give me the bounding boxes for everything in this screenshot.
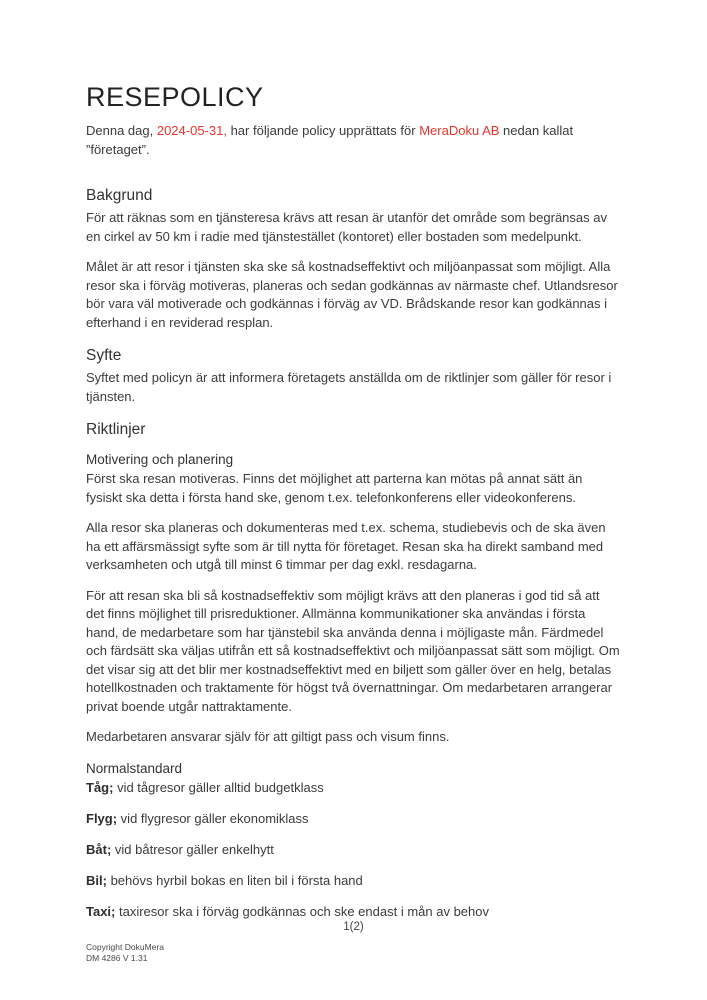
standard-term-flyg: Flyg; [86,810,118,826]
riktlinjer-paragraph-3: För att resan ska bli så kostnadseffektiv som möjligt krävs att den planeras i god tid så att det finns möjlighet till prisreduktioner. Allmänna kommunikationer ska användas i första hand, de medarbetare som har tjänstebil ska använda denna i möjligaste mån. Färdmedel och färdsätt ska väljas utifrån ett så kostnadseffektivt och miljöanpassat sätt som möjligt. Om det visar sig att det blir mer kostnadseffektivt med en biljett som gäller över en helg, betalas hotellkostnaden och traktamente för högst två övernattningar. Om medarbetaren arrangerar privat boende utgår nattraktamente. [86,587,620,714]
standard-desc-bil: behövs hyrbil bokas en liten bil i första hand [106,872,363,888]
standard-term-taxi: Taxi; [86,903,116,919]
page-title: RESEPOLICY [86,82,264,112]
standard-desc-taxi: taxiresor ska i förväg godkännas och ske endast i mån av behov [115,903,489,919]
riktlinjer-paragraph-2: Alla resor ska planeras och dokumenteras med t.ex. schema, studiebevis och de ska även ha ett affärsmässigt syfte som är till nytta för företaget. Resan ska ha direkt samband med verksamheten och utgå till minst 6 timmar per dag exkl. resdagarna. [86,520,606,572]
standard-term-bat: Båt; [86,841,112,857]
copyright-line: Copyright DokuMera [86,942,164,952]
copyright-block [0,942,707,964]
standard-desc-flyg: vid flygresor gäller ekonomiklass [117,810,309,826]
page-footer [0,921,707,964]
page-number: 1(2) [343,921,364,933]
intro-mid: har följande policy upprättats för [226,123,420,138]
standard-term-bil: Bil; [86,872,107,888]
intro-date: 2024-05-31, [156,123,227,138]
riktlinjer-paragraph-4: Medarbetaren ansvarar själv för att giltigt pass och visum finns. [86,729,450,744]
standard-item-tag [86,779,621,798]
section-heading-riktlinjer: Riktlinjer [86,421,146,438]
intro-company: MeraDoku AB [419,123,500,138]
standard-item-taxi [86,903,621,922]
intro-suffix: nedan kallat ”företaget”. [86,123,574,157]
section-heading-bakgrund: Bakgrund [86,187,153,204]
syfte-paragraph-1: Syftet med policyn är att informera företagets anställda om de riktlinjer som gäller för resor i tjänsten. [86,370,612,404]
standard-desc-bat: vid båtresor gäller enkelhytt [111,841,274,857]
sub-heading-motivering: Motivering och planering [86,452,234,467]
sub-heading-normalstandard: Normalstandard [86,760,183,776]
document-id: DM 4286 V 1.31 [86,953,148,963]
standard-term-tag: Tåg; [86,779,114,795]
bakgrund-paragraph-1: För att räknas som en tjänsteresa krävs att resan är utanför det område som begränsas av en cirkel av 50 km i radie med tjänstestället (kontoret) eller bostaden som medelpunkt. [86,210,607,244]
standard-item-flyg [86,810,621,829]
section-heading-syfte: Syfte [86,347,122,364]
intro-prefix: Denna dag, [86,123,157,138]
standard-item-bat [86,841,621,860]
bakgrund-paragraph-2: Målet är att resor i tjänsten ska ske så kostnadseffektivt och miljöanpassat som möjligt. Alla resor ska i förväg motiveras, planeras och sedan godkännas av närmaste chef. Utlandsresor bör vara väl motiverade och godkännas i förväg av VD. Brådskande resor kan godkännas i efterhand i en reviderad resplan. [86,259,618,330]
riktlinjer-paragraph-1: Först ska resan motiveras. Finns det möjlighet att parterna kan mötas på annat sätt än fysiskt ska detta i första hand ske, genom t.ex. telefonkonferens eller videokonferens. [86,471,583,505]
standard-desc-tag: vid tågresor gäller alltid budgetklass [113,779,324,795]
standard-item-bil [86,872,621,891]
intro-paragraph [86,122,621,159]
